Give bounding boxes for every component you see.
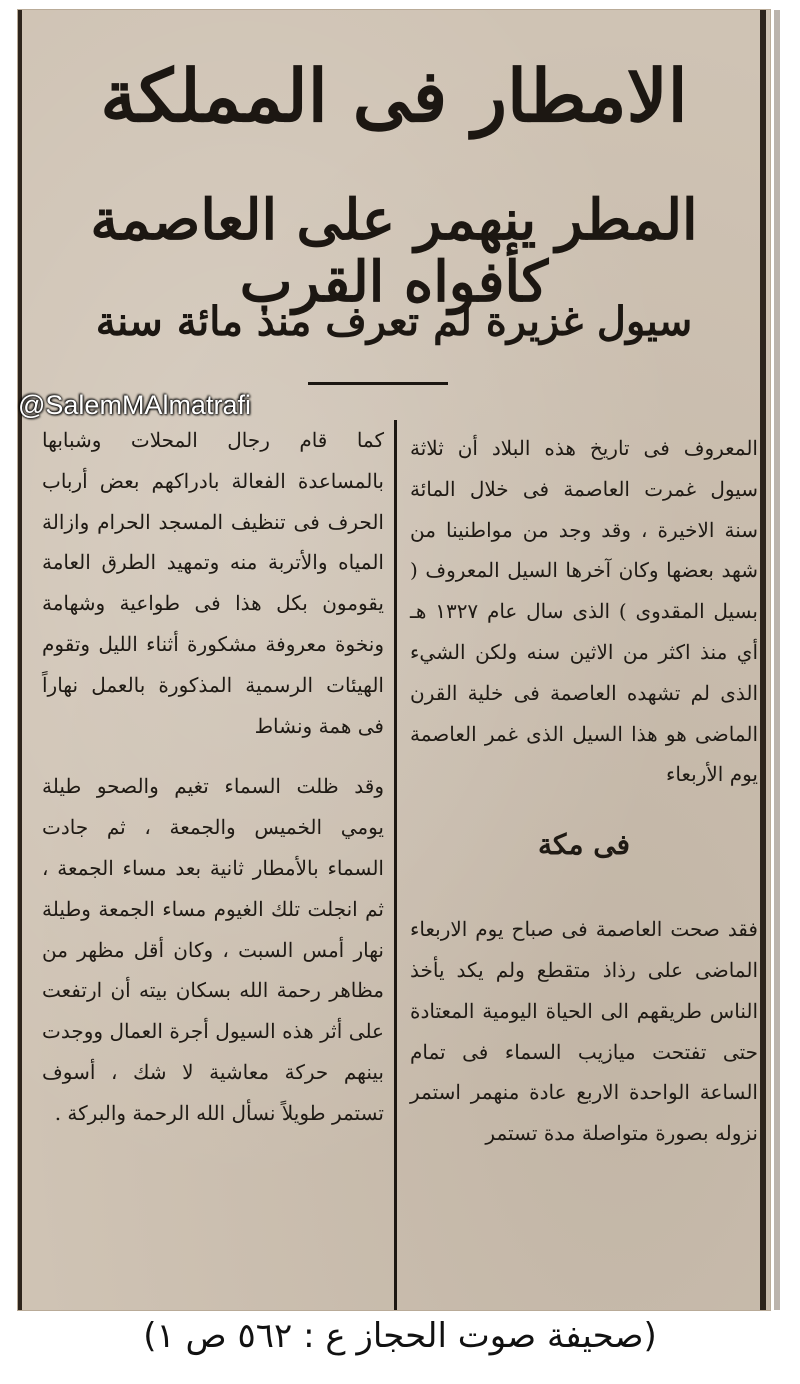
headline-rule — [308, 382, 448, 385]
right-column-paragraph-2: فقد صحت العاصمة فى صباح يوم الاربعاء الماضى على رذاذ متقطع ولم يكد يأخذ الناس طريقهم الى الحياة اليومية المعتادة حتى تفتحت ميازيب السماء فى تمام الساعة الواحدة الاربع عادة منهمر استمر نزوله بصورة متواصلة مدة تستمر — [410, 917, 758, 1146]
headline: الامطار فى المملكة — [100, 53, 688, 138]
watermark: @SalemMAlmatrafi — [18, 390, 251, 420]
source-caption: (صحيفة صوت الحجاز ع : ٥٦٢ ص ١) — [143, 1316, 657, 1356]
column-divider — [394, 420, 397, 1310]
right-column-paragraph-1: المعروف فى تاريخ هذه البلاد أن ثلاثة سيول غمرت العاصمة فى خلال المائة سنة الاخيرة ، وقد وجد من مواطنينا من شهد بعضها وكان آخرها السيل المعروف ( بسيل المقدوى ) الذى سال عام ١٣٢٧ هـ أي منذ اكثر من الاثين سنه ولكن الشيء الذى لم تشهده العاصمة فى خلية القرن الماضى هو هذا السيل الذى غمر العاصمة يوم الأربعاء — [410, 436, 759, 787]
clipping-right-border — [760, 10, 766, 1310]
sub-subheadline: سيول غزيرة لم تعرف منذ مائة سنة — [95, 298, 693, 345]
section-heading: فى مكة — [538, 828, 630, 862]
left-column-paragraph-2: وقد ظلت السماء تغيم والصحو طيلة يومي الخميس والجمعة ، ثم جادت السماء بالأمطار ثانية بعد مساء الجمعة ، ثم انجلت تلك الغيوم مساء الجمعة وطيلة نهار أمس السبت ، وكان أقل مظهر من مظاهر رحمة الله بسكان بيته أن ارتفعت على أثر هذه السيول أجرة العمال ووجدت بينهم حركة معاشية لا شك ، أسوف تستمر طويلاً نسأل الله الرحمة والبركة . — [42, 774, 384, 1125]
left-column-paragraph-1: كما قام رجال المحلات وشبابها بالمساعدة الفعالة بادراكهم بعض أرباب الحرف فى تنظيف المسجد الحرام وازالة المياه والأتربة منه وتمهيد الطرق العامة يقومون بكل هذا فى طواعية وشهامة ونخوة معروفة مشكورة أثناء الليل وتقوم الهيئات الرسمية المذكورة بالعمل نهاراً فى همة ونشاط — [42, 428, 384, 738]
clipping-right-edge — [774, 10, 780, 1310]
subheadline: المطر ينهمر على العاصمة كأفواه القرب — [90, 187, 698, 315]
left-column — [42, 420, 384, 1134]
newspaper-clipping — [18, 10, 770, 1310]
clipping-left-border — [18, 10, 22, 1310]
right-column — [410, 428, 758, 1154]
paragraph-gap — [42, 746, 384, 766]
